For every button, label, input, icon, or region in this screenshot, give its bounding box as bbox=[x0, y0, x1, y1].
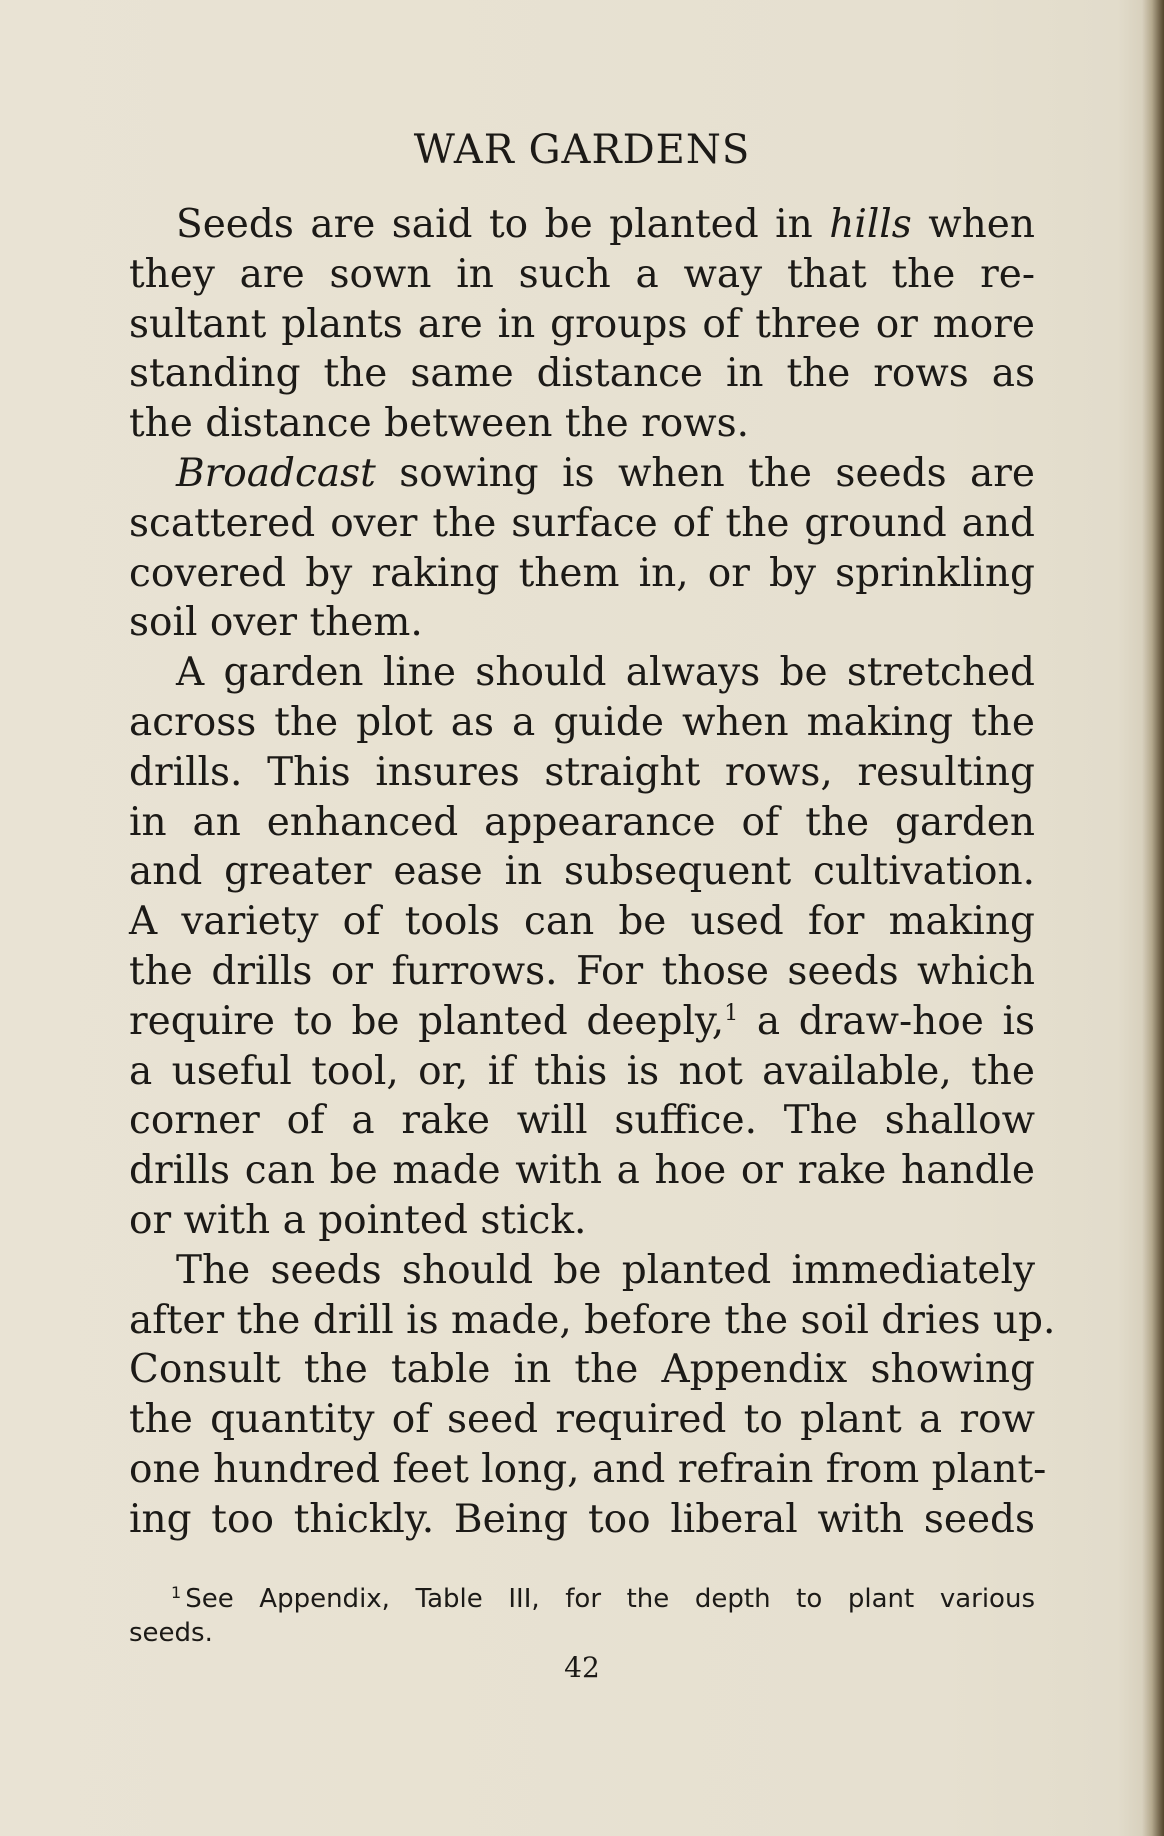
paragraph-3-line-7: the drills or furrows. For those seeds which bbox=[129, 948, 1035, 994]
footnote-line-2: seeds. bbox=[129, 1618, 213, 1648]
footnote-reference: 1 bbox=[724, 1000, 739, 1026]
running-head: WAR GARDENS bbox=[413, 127, 751, 173]
paragraph-1-line-5: the distance between the rows. bbox=[129, 401, 750, 447]
paragraph-2-line-1: Broadcast sowing is when the seeds are bbox=[176, 450, 1035, 496]
paragraph-1-line-4: standing the same distance in the rows as bbox=[129, 351, 1035, 397]
paragraph-3-line-6: A variety of tools can be used for making bbox=[129, 899, 1035, 945]
body-text bbox=[129, 200, 1056, 1545]
paragraph-3-line-9: a useful tool, or, if this is not available, the bbox=[129, 1048, 1035, 1094]
footnote-line-1: $^1$ See Appendix, Table III, for the depth to plant various bbox=[171, 1583, 1035, 1614]
footnote-marker: 1 bbox=[171, 1583, 182, 1602]
paragraph-2-line-4: soil over them. bbox=[129, 600, 423, 646]
paragraph-4-line-2: after the drill is made, before the soil dries up. bbox=[129, 1297, 1056, 1343]
paragraph-3-line-8: require to be planted deeply,$^1$ a draw-hoe is bbox=[129, 998, 1035, 1044]
paragraph-2-line-2: scattered over the surface of the ground and bbox=[129, 500, 1035, 546]
page-edge-shadow bbox=[1142, 0, 1164, 1836]
paragraph-3-line-11: drills can be made with a hoe or rake handle bbox=[129, 1148, 1035, 1194]
paragraph-4-line-4: the quantity of seed required to plant a row bbox=[129, 1397, 1035, 1443]
paragraph-4-line-1: The seeds should be planted immediately bbox=[176, 1247, 1035, 1293]
paragraph-3-line-1: A garden line should always be stretched bbox=[176, 650, 1035, 696]
paragraph-4-line-3: Consult the table in the Appendix showing bbox=[129, 1347, 1035, 1393]
paragraph-3-line-4: in an enhanced appearance of the garden bbox=[129, 799, 1035, 845]
paragraph-3-line-3: drills. This insures straight rows, resulting bbox=[129, 749, 1035, 795]
paragraph-3-line-2: across the plot as a guide when making the bbox=[129, 699, 1035, 745]
paragraph-1-line-3: sultant plants are in groups of three or more bbox=[129, 301, 1035, 347]
paragraph-4-line-6: ing too thickly. Being too liberal with seeds bbox=[129, 1496, 1035, 1542]
footnote bbox=[129, 1582, 1035, 1650]
paragraph-3-line-5: and greater ease in subsequent cultivation. bbox=[129, 849, 1035, 895]
paragraph-3-line-10: corner of a rake will suffice. The shallow bbox=[129, 1098, 1035, 1144]
paragraph-3-line-12: or with a pointed stick. bbox=[129, 1197, 587, 1243]
paragraph-1-line-1: Seeds are said to be planted in hills when bbox=[176, 202, 1035, 247]
paragraph-4-line-5: one hundred feet long, and refrain from plant- bbox=[129, 1446, 1047, 1492]
paragraph-2-line-3: covered by raking them in, or by sprinkling bbox=[129, 550, 1035, 596]
page-number: 42 bbox=[564, 1651, 600, 1684]
paragraph-1-line-2: they are sown in such a way that the re- bbox=[129, 251, 1035, 297]
